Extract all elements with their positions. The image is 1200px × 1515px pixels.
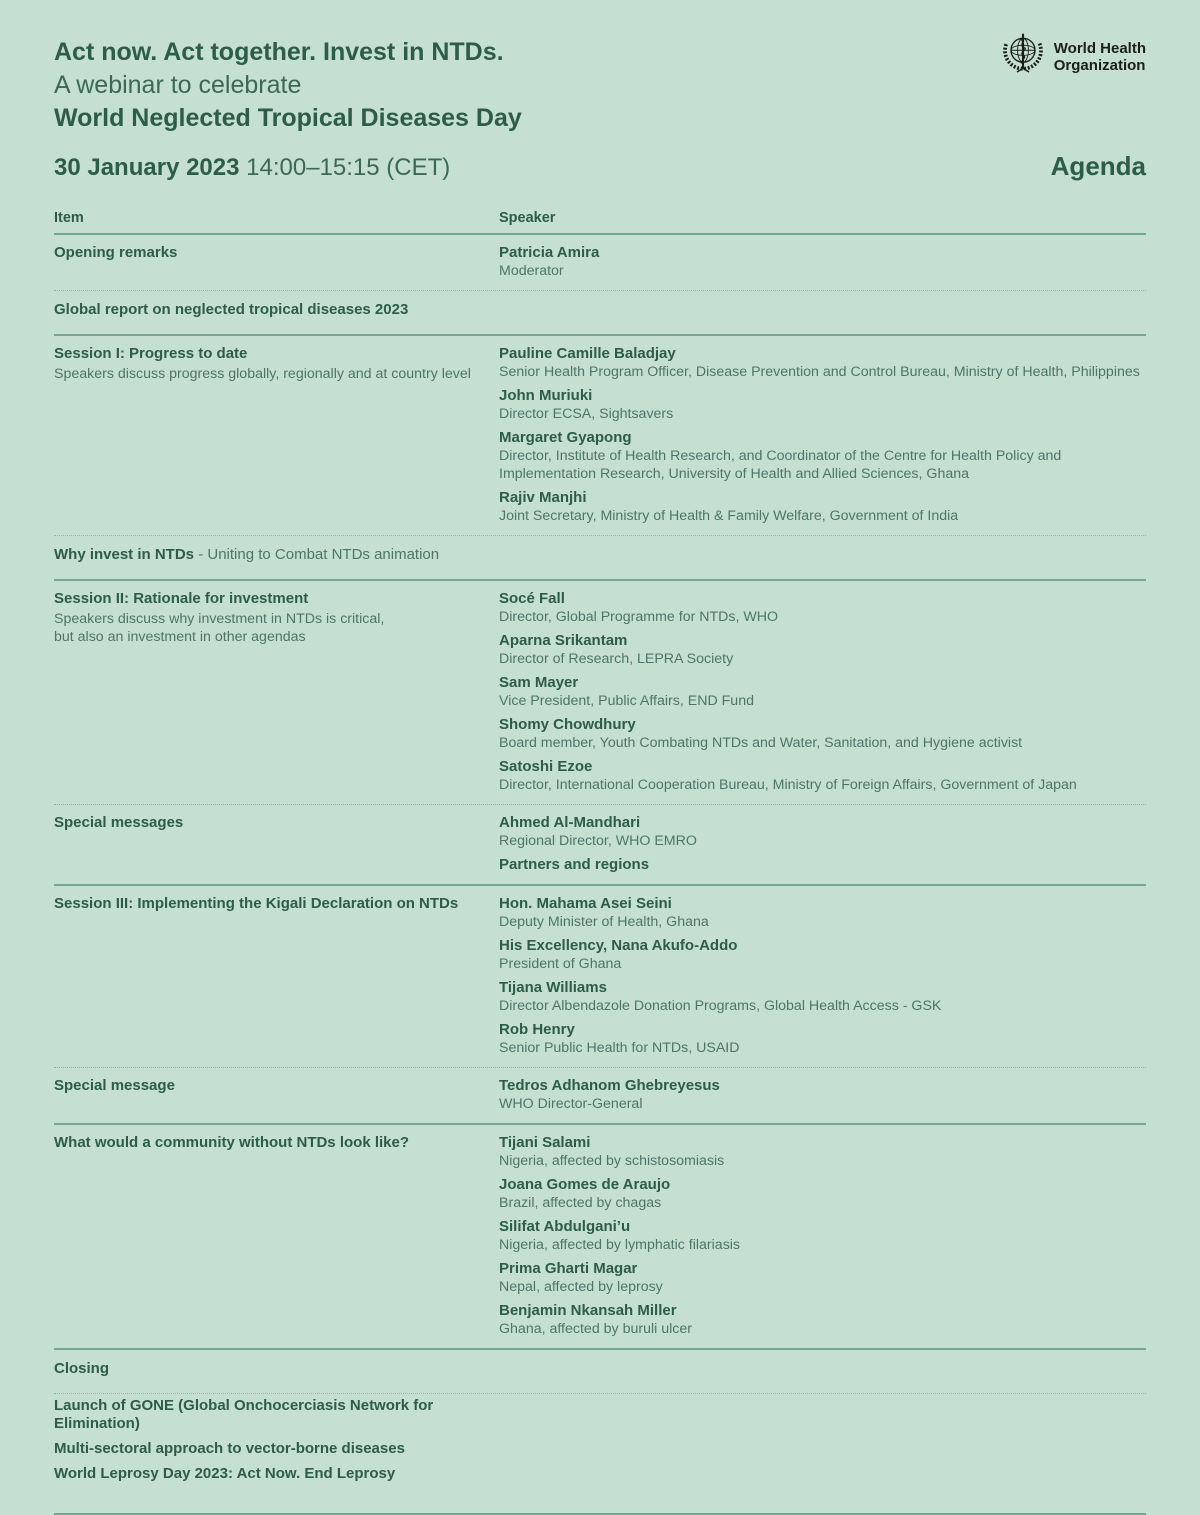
agenda-row [54, 291, 1146, 334]
speaker-role: Vice President, Public Affairs, END Fund [499, 693, 754, 709]
speaker-role: Nigeria, affected by schistosomiasis [499, 1153, 725, 1169]
speaker-role: Board member, Youth Combating NTDs and Water, Sanitation, and Hygiene activist [499, 735, 1023, 751]
who-logo-line1: World Health [1053, 39, 1146, 57]
speaker-entry [499, 814, 1146, 850]
speaker-role: Director, International Cooperation Bureau, Ministry of Foreign Affairs, Government of Japan [499, 777, 1077, 793]
item-title-text: Multi-sectoral approach to vector-borne diseases [54, 1440, 405, 1457]
speaker-role: Nigeria, affected by lymphatic filariasis [499, 1237, 741, 1253]
item-title [54, 1440, 485, 1458]
agenda-row [54, 235, 1146, 290]
speaker-cell [499, 1465, 1146, 1483]
speaker-cell [499, 1360, 1146, 1378]
item-title-text: Global report on neglected tropical diseases 2023 [54, 301, 409, 318]
speaker-entry [499, 489, 1146, 525]
item-cell [54, 244, 499, 280]
speaker-entry [499, 674, 1146, 710]
agenda-row [54, 1437, 1146, 1462]
speaker-name: Rajiv Manjhi [499, 489, 587, 506]
speaker-name: Hon. Mahama Asei Seini [499, 895, 672, 912]
speaker-role: Joint Secretary, Ministry of Health & Family Welfare, Government of India [499, 508, 959, 524]
item-title-text: Launch of GONE (Global Onchocerciasis Network for Elimination) [54, 1397, 434, 1432]
item-title [54, 1360, 485, 1378]
event-datetime [54, 154, 450, 182]
agenda-row [54, 886, 1146, 1067]
speaker-role: Ghana, affected by buruli ulcer [499, 1321, 692, 1337]
item-cell [54, 1077, 499, 1113]
speaker-cell [499, 301, 1146, 319]
item-title-suffix: - Uniting to Combat NTDs animation [194, 546, 440, 563]
speaker-name: Pauline Camille Baladjay [499, 345, 676, 362]
item-title-text: Special messages [54, 814, 184, 831]
speaker-role: Director Albendazole Donation Programs, Global Health Access - GSK [499, 998, 942, 1014]
item-title [54, 345, 485, 363]
agenda-row [54, 536, 1146, 579]
speaker-role: Brazil, affected by chagas [499, 1195, 662, 1211]
item-cell [54, 1397, 499, 1433]
agenda-row [54, 1125, 1146, 1348]
speaker-entry [499, 632, 1146, 668]
speaker-name: Shomy Chowdhury [499, 716, 636, 733]
who-emblem-icon [999, 30, 1047, 83]
speaker-role: Director, Institute of Health Research, and Coordinator of the Centre for Health Policy and Implementation Research, University of Health and Allied Sciences, Ghana [499, 448, 1062, 482]
speaker-role: Deputy Minister of Health, Ghana [499, 914, 709, 930]
item-cell [54, 345, 499, 525]
speaker-name: Ahmed Al-Mandhari [499, 814, 641, 831]
item-cell [54, 1360, 499, 1378]
agenda-row [54, 805, 1146, 884]
agenda-row [54, 1462, 1146, 1487]
item-cell [54, 1465, 499, 1483]
item-cell [54, 1134, 499, 1338]
speaker-entry [499, 387, 1146, 423]
speaker-entry [499, 1302, 1146, 1338]
speaker-cell [499, 345, 1146, 525]
speaker-role: Moderator [499, 263, 564, 279]
agenda-rows [54, 235, 1146, 1515]
item-cell [54, 895, 499, 1057]
speaker-entry [499, 1176, 1146, 1212]
speaker-entry [499, 345, 1146, 381]
agenda-row [54, 581, 1146, 804]
speaker-role: Nepal, affected by leprosy [499, 1279, 663, 1295]
speaker-entry [499, 937, 1146, 973]
speaker-cell [499, 590, 1146, 794]
speaker-entry [499, 979, 1146, 1015]
item-cell [54, 301, 499, 319]
speaker-entry [499, 1260, 1146, 1296]
speaker-name: Benjamin Nkansah Miller [499, 1302, 677, 1319]
item-title-text: Special message [54, 1077, 175, 1094]
event-time: 14:00–15:15 (CET) [239, 154, 451, 181]
who-logo [999, 30, 1146, 83]
agenda-table [54, 210, 1146, 1515]
speaker-entry [499, 429, 1146, 483]
speaker-role: President of Ghana [499, 956, 622, 972]
speaker-role: Senior Public Health for NTDs, USAID [499, 1040, 740, 1056]
speaker-cell [499, 546, 1146, 564]
speaker-name: Satoshi Ezoe [499, 758, 593, 775]
speaker-entry [499, 856, 1146, 874]
page-title-line1: Act now. Act together. Invest in NTDs. [54, 38, 504, 66]
item-title [54, 1397, 485, 1433]
speaker-entry [499, 1218, 1146, 1254]
item-title [54, 1077, 485, 1095]
speaker-name: Sam Mayer [499, 674, 579, 691]
speaker-name: Tijani Salami [499, 1134, 591, 1151]
date-row [54, 151, 1146, 182]
speaker-name: Silifat Abdulgani’u [499, 1218, 631, 1235]
agenda-label: Agenda [1050, 151, 1146, 181]
item-cell [54, 814, 499, 874]
speaker-name: Prima Gharti Magar [499, 1260, 638, 1277]
speaker-entry [499, 895, 1146, 931]
speaker-entry [499, 244, 1146, 280]
item-title [54, 895, 485, 913]
item-title-text: Why invest in NTDs [54, 546, 195, 563]
speaker-role: Regional Director, WHO EMRO [499, 833, 697, 849]
agenda-row [54, 1350, 1146, 1393]
speaker-entry [499, 1021, 1146, 1057]
agenda-row [54, 1068, 1146, 1123]
item-description: Speakers discuss progress globally, regionally and at country level [54, 366, 471, 382]
item-cell [54, 1440, 499, 1458]
speaker-column-header: Speaker [499, 210, 556, 226]
speaker-role: Director ECSA, Sightsavers [499, 406, 674, 422]
item-description: Speakers discuss why investment in NTDs is critical, [54, 611, 385, 627]
who-logo-text [1054, 40, 1146, 74]
speaker-entry [499, 758, 1146, 794]
speaker-entry [499, 1134, 1146, 1170]
item-title [54, 814, 485, 832]
item-title-text: Opening remarks [54, 244, 178, 261]
item-title [54, 301, 485, 319]
page-title-line3: World Neglected Tropical Diseases Day [54, 104, 522, 132]
speaker-name: Rob Henry [499, 1021, 575, 1038]
speaker-name: Margaret Gyapong [499, 429, 632, 446]
speaker-name: Tijana Williams [499, 979, 607, 996]
speaker-role: Senior Health Program Officer, Disease Prevention and Control Bureau, Ministry of Health, Philippines [499, 364, 1140, 380]
speaker-name: John Muriuki [499, 387, 593, 404]
speaker-cell [499, 1397, 1146, 1433]
agenda-row [54, 336, 1146, 535]
item-title [54, 1134, 485, 1152]
item-title [54, 1465, 485, 1483]
speaker-cell [499, 1077, 1146, 1113]
item-description: but also an investment in other agendas [54, 629, 306, 645]
speaker-entry [499, 590, 1146, 626]
speaker-name: Joana Gomes de Araujo [499, 1176, 671, 1193]
speaker-name: Socé Fall [499, 590, 565, 607]
event-date: 30 January 2023 [54, 154, 240, 181]
speaker-name: His Excellency, Nana Akufo-Addo [499, 937, 738, 954]
speaker-role: Director, Global Programme for NTDs, WHO [499, 609, 779, 625]
item-title [54, 546, 485, 564]
speaker-name: Partners and regions [499, 856, 650, 873]
item-title-text: Session II: Rationale for investment [54, 590, 309, 607]
item-column-header: Item [54, 210, 84, 226]
speaker-cell [499, 814, 1146, 874]
item-title [54, 244, 485, 262]
item-title-text: World Leprosy Day 2023: Act Now. End Leprosy [54, 1465, 396, 1482]
table-header-row [54, 210, 1146, 235]
speaker-entry [499, 1077, 1146, 1113]
item-cell [54, 546, 499, 564]
item-title-text: Session III: Implementing the Kigali Declaration on NTDs [54, 895, 459, 912]
who-logo-line2: Organization [1053, 56, 1146, 74]
speaker-cell [499, 1440, 1146, 1458]
page-title-line2: A webinar to celebrate [54, 71, 302, 99]
speaker-name: Aparna Srikantam [499, 632, 628, 649]
item-title-text: Session I: Progress to date [54, 345, 248, 362]
speaker-role: Director of Research, LEPRA Society [499, 651, 734, 667]
speaker-cell [499, 895, 1146, 1057]
speaker-role: WHO Director-General [499, 1096, 643, 1112]
item-title-text: Closing [54, 1360, 109, 1377]
speaker-name: Tedros Adhanom Ghebreyesus [499, 1077, 720, 1094]
speaker-cell [499, 1134, 1146, 1338]
item-cell [54, 590, 499, 794]
speaker-cell [499, 244, 1146, 280]
document-header [54, 0, 1146, 182]
item-title [54, 590, 485, 608]
item-title-text: What would a community without NTDs look like? [54, 1134, 410, 1151]
speaker-entry [499, 716, 1146, 752]
speaker-name: Patricia Amira [499, 244, 600, 261]
agenda-row [54, 1394, 1146, 1437]
